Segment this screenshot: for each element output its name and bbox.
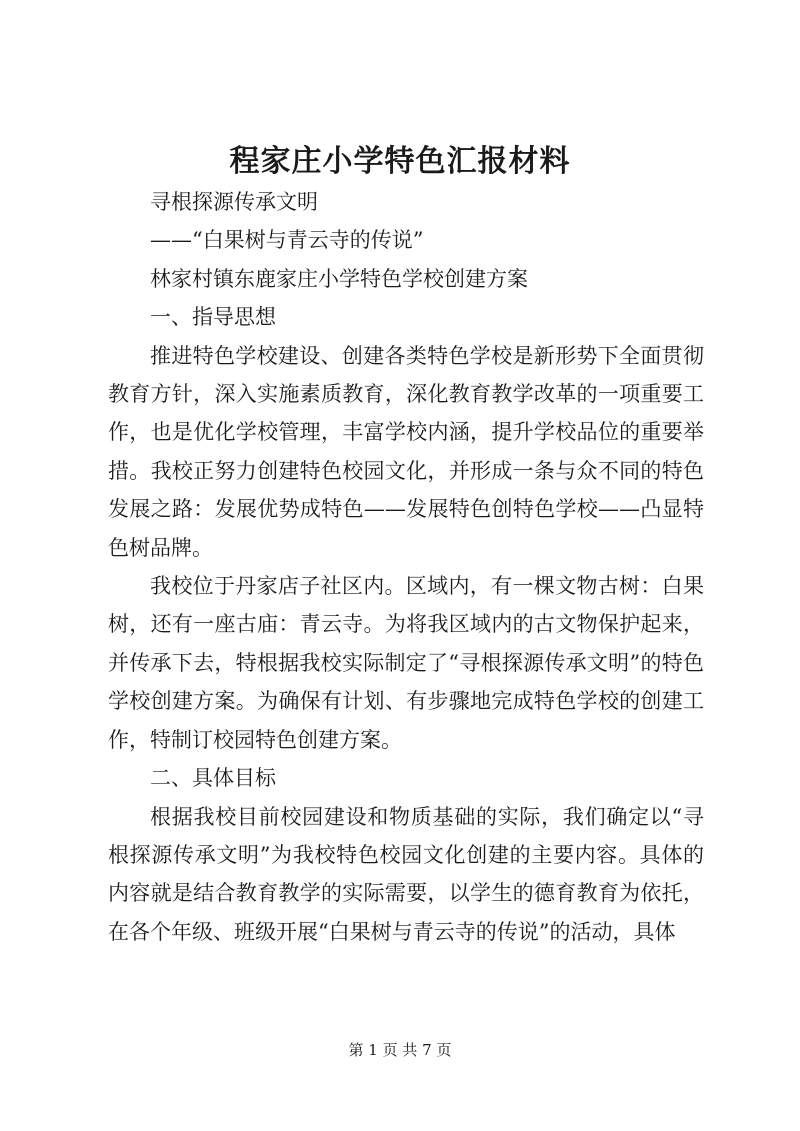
plan-title-paragraph: 林家村镇东鹿家庄小学特色学校创建方案 [150,266,528,291]
subtitle-paragraph: ——“白果树与青云寺的传说” [150,228,424,253]
body-paragraph: 根据我校目前校园建设和物质基础的实际，我们确定以“寻根探源传承文明”为我校特色校园文化创建的主要内容。具体的内容就是结合教育教学的实际需要，以学生的德育教育为依托，在各个年级、班级开展“白果树与青云寺的传说”的活动，具体 [108,804,704,944]
document-title: 程家庄小学特色汇报材料 [229,144,571,179]
body-paragraph: 我校位于丹家店子社区内。区域内，有一棵文物古树：白果树，还有一座古庙：青云寺。为将我区域内的古文物保护起来，并传承下去，特根据我校实际制定了“寻根探源传承文明”的特色学校创建方案。为确保有计划、有步骤地完成特色学校的创建工作，特制订校园特色创建方案。 [108,574,704,752]
section-heading: 一、指导思想 [150,305,276,330]
section-heading: 二、具体目标 [150,766,276,791]
document-body [108,183,704,951]
body-paragraph: 推进特色学校建设、创建各类特色学校是新形势下全面贯彻教育方针，深入实施素质教育，深化教育教学改革的一项重要工作，也是优化学校管理，丰富学校内涵，提升学校品位的重要举措。我校正努力创建特色校园文化，并形成一条与众不同的特色发展之路：发展优势成特色——发展特色创特色学校——凸显特色树品牌。 [108,343,704,560]
subtitle-paragraph: 寻根探源传承文明 [150,190,318,214]
page-footer: 第 1 页 共 7 页 [348,1041,452,1059]
